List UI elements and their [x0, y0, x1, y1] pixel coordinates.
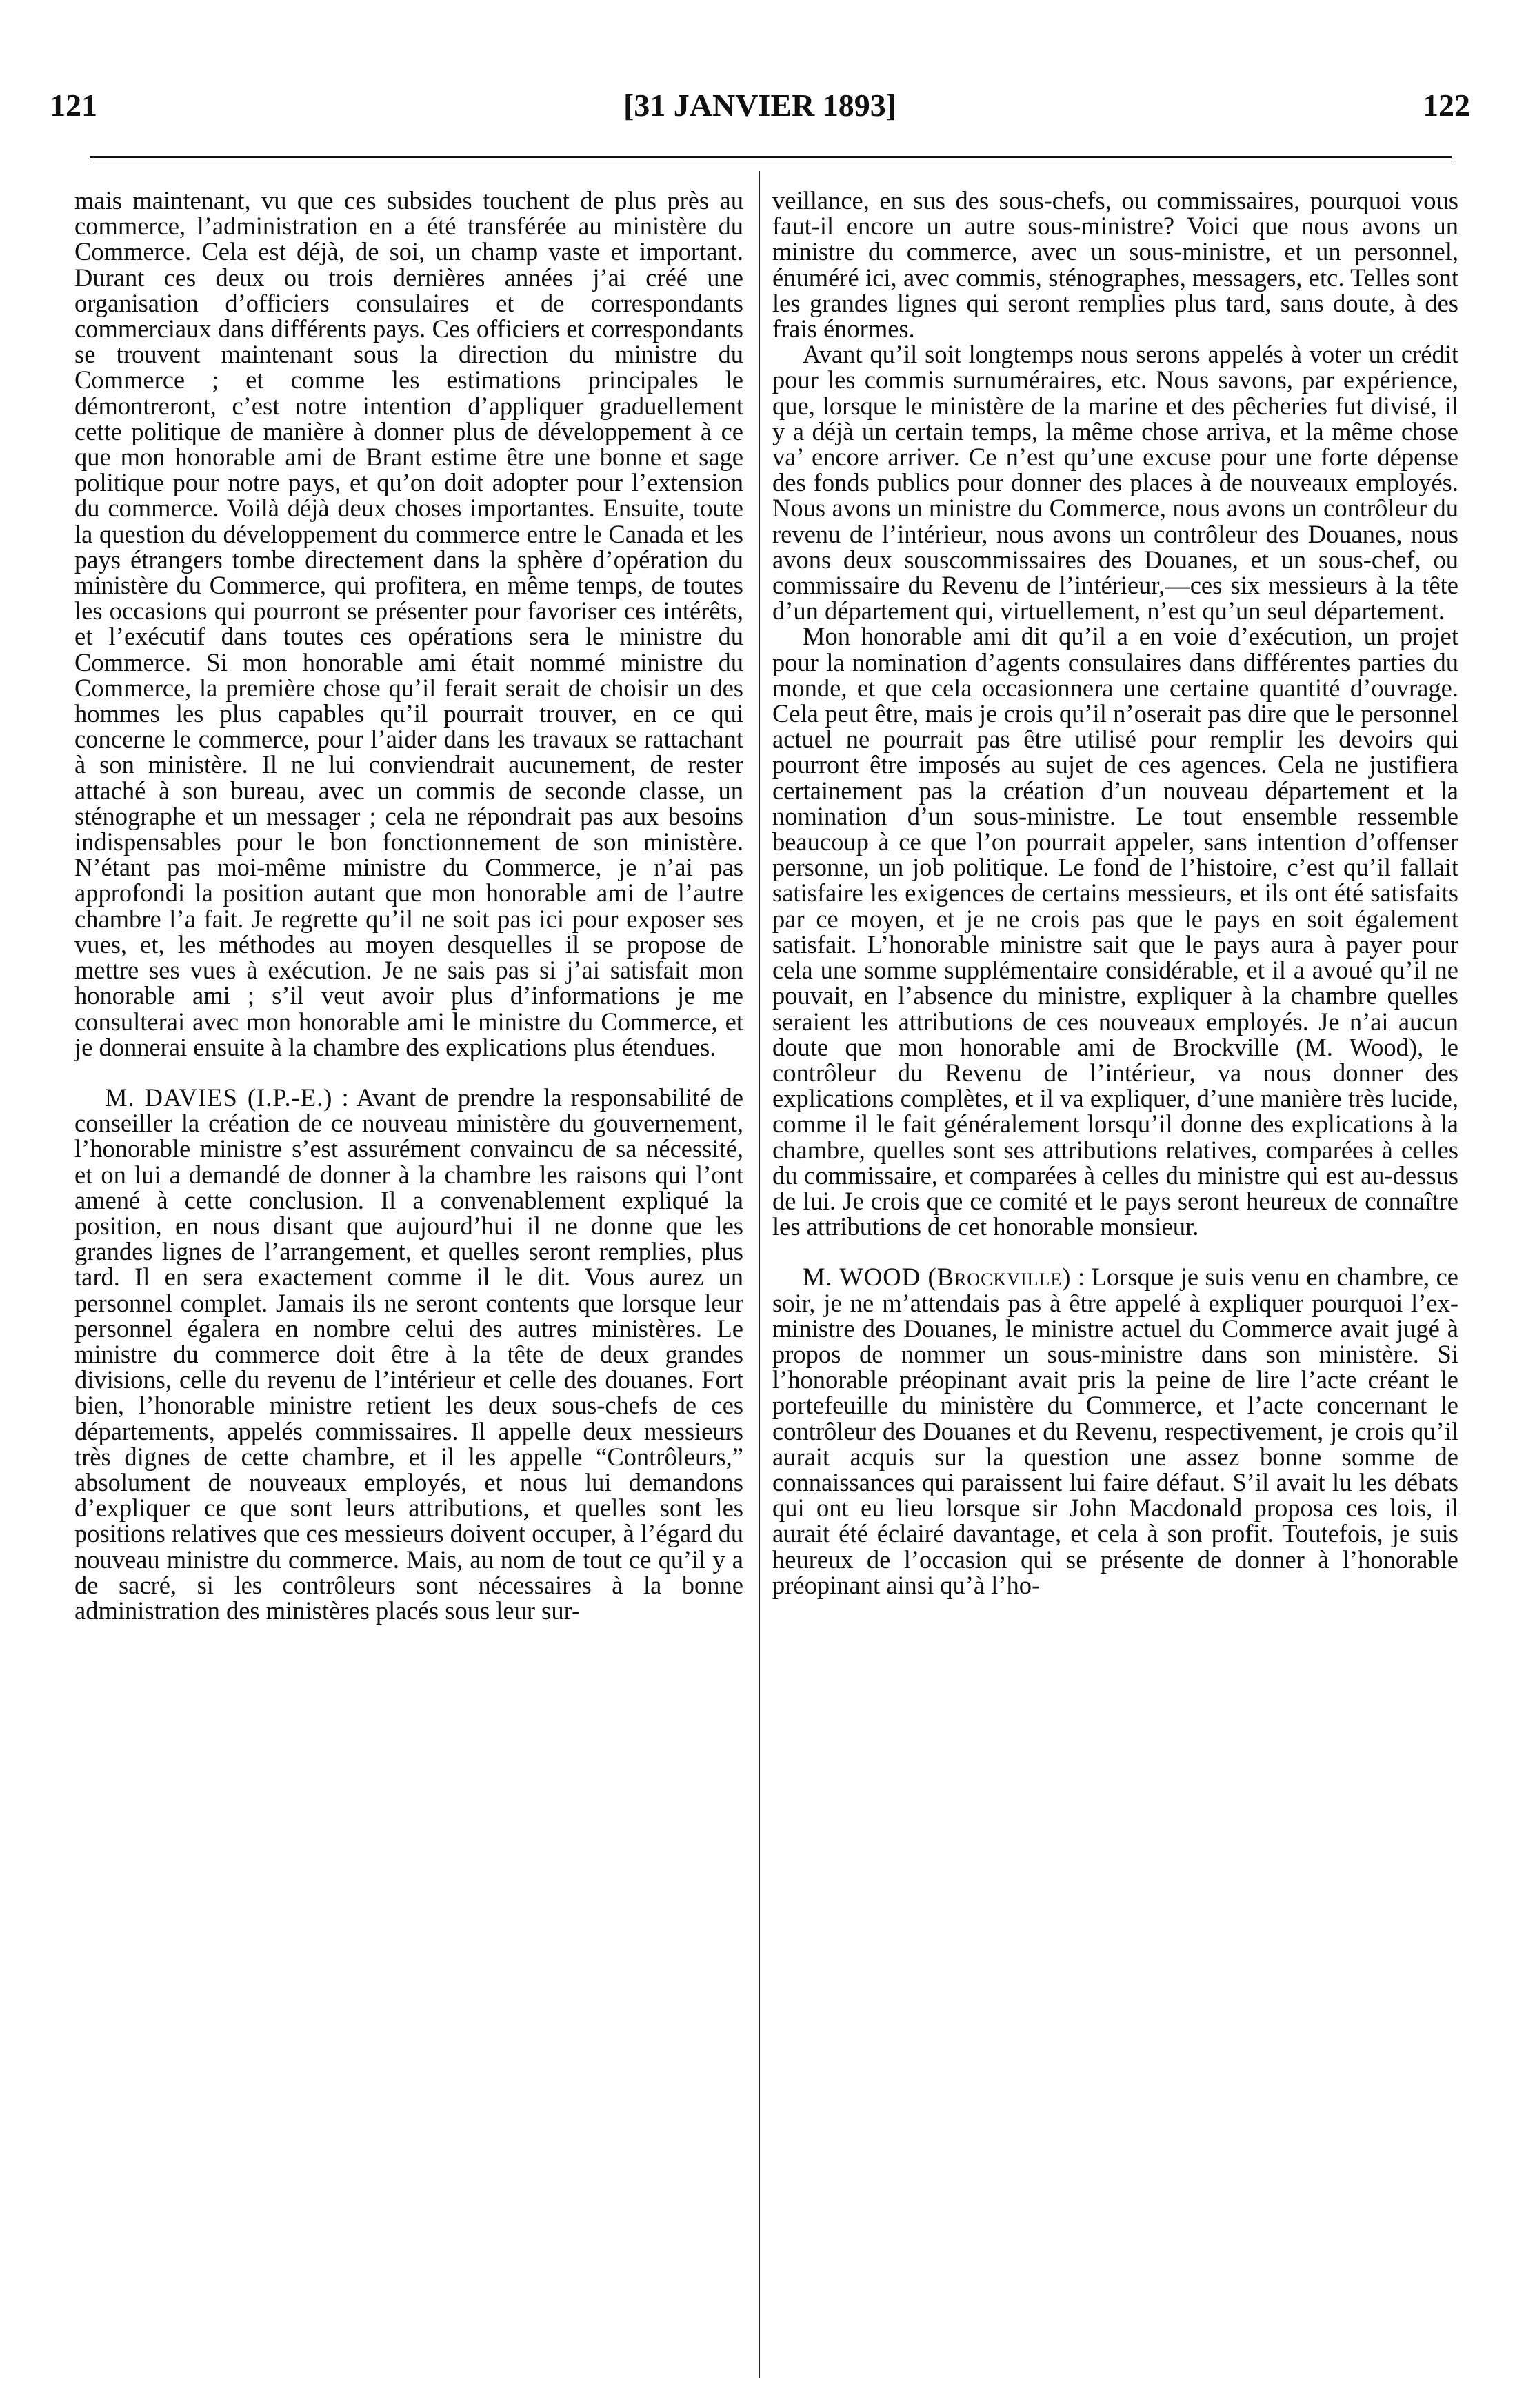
left-column	[74, 188, 743, 1623]
right-speech-wood	[772, 1264, 1458, 1598]
column-divider	[759, 171, 760, 2378]
speaker-name: M. WOOD (Brockville)	[803, 1263, 1072, 1292]
speech-text: : Lorsque je suis venu en chambre, ce soir, je ne m’attendais pas à être appelé à expliquer pourquoi l’ex-ministre des Douanes, le ministre actuel du Commerce avait jugé à propos de nommer un sous-ministre dans son ministère. Si l’honorable préopinant avait pris la peine de lire l’acte créant le portefeuille du ministère du Commerce, et l’acte concernant le contrôleur des Douanes et du Revenu, respectivement, je crois qu’il aurait acquis sur la question une assez bonne somme de connaissances qui paraissent lui faire défaut. S’il avait lu les débats qui ont eu lieu lorsque sir John Macdonald proposa ces lois, il aurait été éclairé davantage, et cela à son profit. Toutefois, je suis heureux de l’occasion qui se présente de donner à l’honorable préopinant ainsi qu’à l’ho-	[772, 1263, 1459, 1599]
left-speech-davies	[74, 1085, 743, 1623]
page-number-left: 121	[50, 88, 97, 123]
right-column	[772, 188, 1458, 1598]
header-date: [31 JANVIER 1893]	[623, 88, 897, 123]
speech-text: : Avant de prendre la responsabilité de conseiller la création de ce nouveau ministère du gouvernement, l’honorable ministre s’est assurément convaincu de sa nécessité, et on lui a demandé de donner à la chambre les raisons qui l’ont amené à cette conclusion. Il a convenablement expliqué la position, en nous disant que aujourd’hui il ne donne que les grandes lignes de l’arrangement, et quelles seront remplies, plus tard. Il en sera exactement comme il le dit. Vous aurez un personnel complet. Jamais ils ne seront contents que lorsque leur personnel égalera en nombre celui des autres ministères. Le ministre du commerce doit être à la tête de deux grandes divisions, celle du revenu de l’intérieur et celle des douanes. Fort bien, l’honorable ministre retient les deux sous-chefs de ces départements, appelés commissaires. Il appelle deux messieurs très dignes de cette chambre, et il les appelle “Contrôleurs,” absolument de nouveaux employés, et nous lui demandons d’expliquer ce que sont leurs attributions, et quelles sont les positions relatives que ces messieurs doivent occuper, à l’égard du nouveau ministre du commerce. Mais, au nom de tout ce qu’il y a de sacré, si les contrôleurs sont nécessaires à la bonne administration des ministères placés sous leur sur-	[74, 1083, 743, 1625]
right-paragraph: Avant qu’il soit longtemps nous serons appelés à voter un crédit pour les commis surnuméraires, etc. Nous savons, par expérience, que, lorsque le ministère de la marine et des pêcheries fut divisé, il y a déjà un certain temps, la même chose arriva, et la même chose va’ encore arriver. Ce n’est qu’une excuse pour une forte dépense des fonds publics pour donner des places à de nouveaux employés. Nous avons un ministre du Commerce, nous avons un contrôleur du revenu de l’intérieur, nous avons un contrôleur des Douanes, nous avons deux souscommissaires des Douanes, et un sous-chef, ou commissaire du Revenu de l’intérieur,—ces six messieurs à la tête d’un département qui, virtuellement, n’est qu’un seul département.	[772, 340, 1458, 625]
speaker-name: M. DAVIES (I.P.-E.)	[105, 1083, 333, 1112]
page-header	[50, 81, 1470, 130]
page-number-right: 122	[1423, 88, 1470, 123]
header-rule-thick	[90, 156, 1452, 158]
right-paragraph-continued: veillance, en sus des sous-chefs, ou commissaires, pourquoi vous faut-il encore un autre sous-ministre? Voici que nous avons un ministre du commerce, avec un sous-ministre, et un personnel, énuméré ici, avec commis, sténographes, messagers, etc. Telles sont les grandes lignes qui seront remplies plus tard, sans doute, à des frais énormes.	[772, 186, 1458, 343]
left-paragraph-continued: mais maintenant, vu que ces subsides touchent de plus près au commerce, l’administration en a été transférée au ministère du Commerce. Cela est déjà, de soi, un champ vaste et important. Durant ces deux ou trois dernières années j’ai créé une organisation d’officiers consulaires et de correspondants commerciaux dans différents pays. Ces officiers et correspondants se trouvent maintenant sous la direction du ministre du Commerce ; et comme les estimations principales le démontreront, c’est notre intention d’appliquer graduellement cette politique de manière à donner plus de développement à ce que mon honorable ami de Brant estime être une bonne et sage politique pour notre pays, et qu’on doit adopter pour l’extension du commerce. Voilà déjà deux choses importantes. Ensuite, toute la question du développement du commerce entre le Canada et les pays étrangers tombe directement dans la sphère d’opération du ministère du Commerce, qui profitera, en même temps, de toutes les occasions qui pourront se présenter pour favoriser ces intérêts, et l’exécutif dans toutes ces opérations sera le ministre du Commerce. Si mon honorable ami était nommé ministre du Commerce, la première chose qu’il ferait serait de choisir un des hommes les plus capables qu’il pourrait trouver, en ce qui concerne le commerce, pour l’aider dans les travaux se rattachant à son ministère. Il ne lui conviendrait aucunement, de rester attaché à son bureau, avec un commis de seconde classe, un sténographe et un messager ; cela ne répondrait pas aux besoins indispensables pour le bon fonctionnement de son ministère. N’étant pas moi-même ministre du Commerce, je n’ai pas approfondi la position autant que mon honorable ami de l’autre chambre l’a fait. Je regrette qu’il ne soit pas ici pour exposer ses vues, et, les méthodes au moyen desquelles il se propose de mettre ses vues à exécution. Je ne sais pas si j’ai satisfait mon honorable ami ; s’il veut avoir plus d’informations je me consulterai avec mon honorable ami le ministre du Commerce, et je donnerai ensuite à la chambre des explications plus étendues.	[74, 186, 743, 1061]
right-paragraph: Mon honorable ami dit qu’il a en voie d’exécution, un projet pour la nomination d’agents consulaires dans différentes parties du monde, et que cela occasionnera une certaine quantité d’ouvrage. Cela peut être, mais je crois qu’il n’oserait pas dire que le personnel actuel ne pourrait pas être utilisé pour remplir les devoirs qui pourront être imposés au sujet de ces agences. Cela ne justifiera certainement pas la création d’un nouveau département et la nomination d’un sous-ministre. Le tout ensemble ressemble beaucoup à ce que l’on pourrait appeler, sans intention d’offenser personne, un job politique. Le fond de l’histoire, c’est qu’il fallait satisfaire les exigences de certains messieurs, et ils ont été satisfaits par ce moyen, et je ne crois pas que le pays en soit également satisfait. L’honorable ministre sait que le pays aura à payer pour cela une somme supplémentaire considérable, et il a avoué qu’il ne pouvait, en l’absence du ministre, expliquer à la chambre quelles seraient les attributions de ces nouveaux employés. Je n’ai aucun doute que mon honorable ami de Brockville (M. Wood), le contrôleur du Revenu de l’intérieur, va nous donner des explications complètes, et il va expliquer, d’une manière très lucide, comme il le fait généralement lorsqu’il donne des explications à la chambre, quelles sont ses attributions relatives, comparées à celles du commissaire, et comparées à celles du ministre qui est au-dessus de lui. Je crois que ce comité et le pays seront heureux de connaître les attributions de cet honorable monsieur.	[772, 622, 1458, 1241]
